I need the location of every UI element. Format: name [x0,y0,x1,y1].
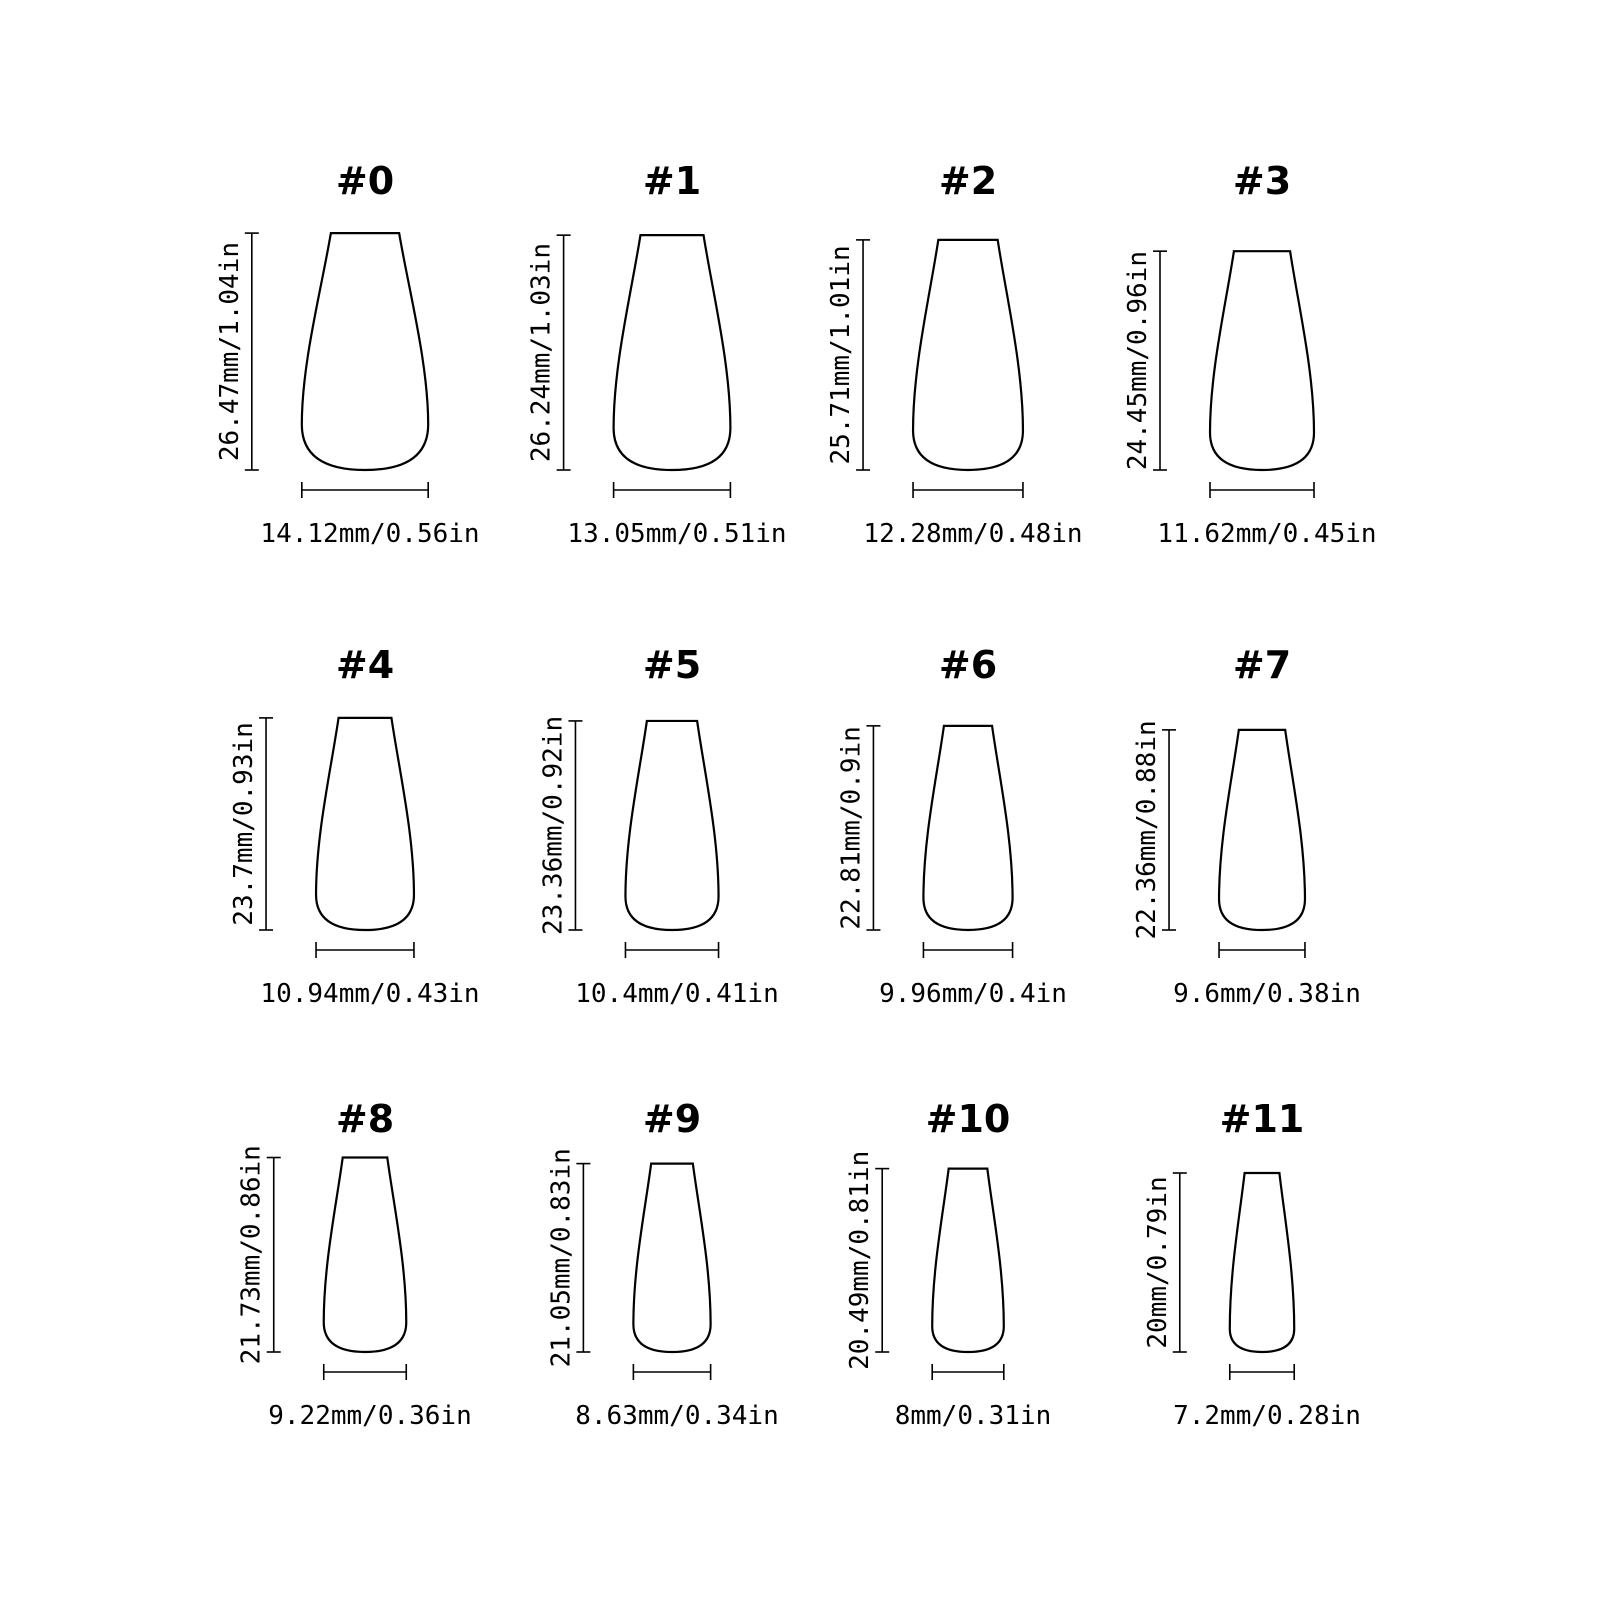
nail-size-label-4: #4 [335,643,395,687]
nail-size-label-11: #11 [1219,1097,1305,1141]
length-measurement-0: 26.47mm/1.04in [214,241,245,462]
nail-size-label-8: #8 [335,1097,395,1141]
width-measurement-1: 13.05mm/0.51in [567,519,787,549]
width-measurement-2: 12.28mm/0.48in [863,519,1083,549]
nail-shape-11 [1230,1173,1294,1352]
nail-shape-9 [633,1164,710,1352]
length-measurement-5: 23.36mm/0.92in [538,715,569,936]
nail-size-label-3: #3 [1232,159,1292,203]
nail-shape-5 [625,721,718,930]
length-measurement-4: 23.7mm/0.93in [229,722,260,926]
width-measurement-6: 9.96mm/0.4in [879,979,1067,1009]
nail-shape-8 [324,1158,407,1352]
width-measurement-7: 9.6mm/0.38in [1173,979,1361,1009]
length-measurement-3: 24.45mm/0.96in [1123,251,1154,471]
nail-size-label-2: #2 [938,159,998,203]
width-measurement-10: 8mm/0.31in [894,1401,1052,1431]
nail-shape-10 [932,1169,1004,1352]
width-measurement-5: 10.4mm/0.41in [575,979,779,1009]
width-measurement-11: 7.2mm/0.28in [1173,1401,1361,1431]
length-measurement-10: 20.49mm/0.81in [845,1150,876,1370]
length-measurement-11: 20mm/0.79in [1142,1176,1173,1349]
nail-shape-0 [302,233,428,470]
nail-shape-4 [316,718,414,930]
nail-size-label-5: #5 [642,643,702,687]
length-measurement-6: 22.81mm/0.9in [836,726,867,930]
nail-shape-1 [614,235,731,470]
nail-shape-6 [923,726,1012,930]
length-measurement-1: 26.24mm/1.03in [526,242,557,463]
length-measurement-2: 25.71mm/1.01in [826,245,857,465]
width-measurement-3: 11.62mm/0.45in [1157,519,1377,549]
width-measurement-0: 14.12mm/0.56in [260,519,480,549]
nail-size-label-6: #6 [938,643,998,687]
nail-shape-2 [913,240,1023,470]
width-measurement-9: 8.63mm/0.34in [575,1401,779,1431]
nail-shape-3 [1210,251,1314,470]
width-measurement-4: 10.94mm/0.43in [260,979,480,1009]
nail-size-label-10: #10 [925,1097,1011,1141]
nail-size-label-9: #9 [642,1097,702,1141]
nail-shape-7 [1219,730,1305,930]
length-measurement-7: 22.36mm/0.88in [1132,720,1163,940]
nail-size-label-7: #7 [1232,643,1292,687]
nail-size-label-1: #1 [642,159,702,203]
length-measurement-9: 21.05mm/0.83in [546,1148,577,1368]
width-measurement-8: 9.22mm/0.36in [268,1401,472,1431]
length-measurement-8: 21.73mm/0.86in [236,1145,267,1365]
nail-size-label-0: #0 [335,159,395,203]
